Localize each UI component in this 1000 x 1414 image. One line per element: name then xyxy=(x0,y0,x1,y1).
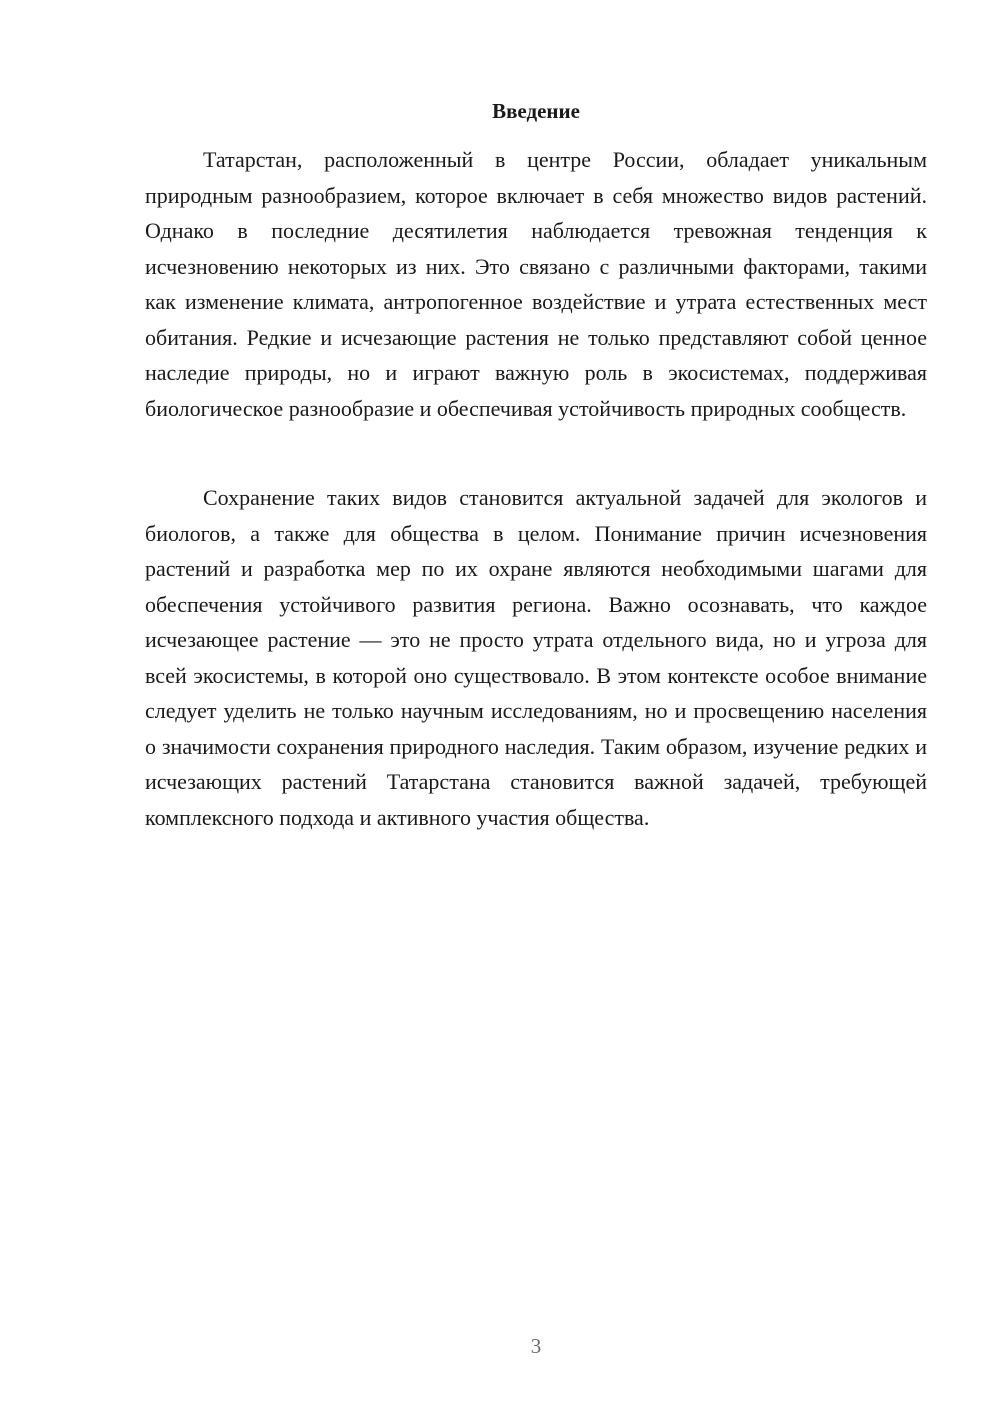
paragraph-conservation: Сохранение таких видов становится актуальной задачей для экологов и биологов, а также для общества в целом. Понимание причин исчезновения растений и разработка мер по их охране являются необходимыми шагами для обеспечения устойчивого развития региона. Важно осознавать, что каждое исчезающее растение — это не просто утрата отдельного вида, но и угроза для всей экосистемы, в которой оно существовало. В этом контексте особое внимание следует уделить не только научным исследованиям, но и просвещению населения о значимости сохранения природного наследия. Таким образом, изучение редких и исчезающих растений Татарстана становится важной задачей, требующей комплексного подхода и активного участия общества. xyxy=(145,485,927,830)
section-heading: Введение xyxy=(492,99,580,123)
paragraph-intro: Татарстан, расположенный в центре России, обладает уникальным природным разнообразием, которое включает в себя множество видов растений. Однако в последние десятилетия наблюдается тревожная тенденция к исчезновению некоторых из них. Это связано с различными факторами, такими как изменение климата, антропогенное воздействие и утрата естественных мест обитания. Редкие и исчезающие растения не только представляют собой ценное наследие природы, но и играют важную роль в экосистемах, поддерживая биологическое разнообразие и обеспечивая устойчивость природных сообществ. xyxy=(145,147,927,421)
page-number: 3 xyxy=(530,1334,542,1358)
